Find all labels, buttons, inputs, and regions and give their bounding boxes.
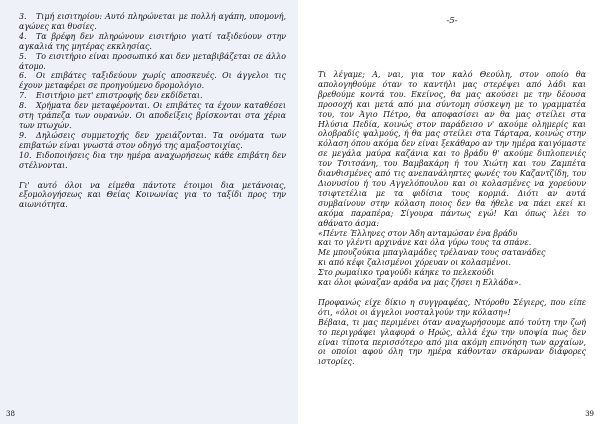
lyric-line: και το γλέντι αρχινάνε και όλα γύρω τους τα σπάνε. bbox=[318, 238, 532, 248]
item-number: 7. bbox=[19, 91, 27, 101]
item-number: 10. bbox=[19, 150, 32, 160]
lyric-line: Με μπουζούκια μπαγλαμάδες τρέλαναν τους σατανάδες bbox=[318, 248, 546, 258]
item-number: 8. bbox=[19, 101, 27, 111]
lyric-line: Στο ρωμαίικο τραγούδι κάηκε το πελεκούδι bbox=[318, 268, 495, 278]
item-text: Οι επιβάτες ταξιδεύουν χωρίς αποσκευές. Οι άγγελοι τις έχουν μεταφέρει σε προηγούμενο δρομολόγιο. bbox=[19, 71, 286, 91]
lyric-line: και όλοι φώναζαν αράδα να μας ζήσει η Ελλάδα». bbox=[318, 278, 522, 288]
list-item bbox=[19, 151, 286, 171]
lyric-line: «Πέντε Έλληνες στον Άδη ανταμώσαν ένα βράδυ bbox=[318, 228, 518, 238]
item-number: 5. bbox=[19, 51, 27, 61]
right-page bbox=[302, 0, 600, 424]
item-text: Χρήματα δεν μεταφέρονται. Οι επιβάτες τα έχουν καταθέσει στη τράπεζα των ουρανών. Οι αποδείξεις βρίσκονται στα χέρια των πτωχών. bbox=[19, 101, 286, 130]
right-page-body bbox=[318, 70, 586, 367]
ticket-rules-list bbox=[19, 12, 286, 210]
paragraph: Προφανώς είχε δίκιο η συγγραφέας, Ντόροθυ Σέγιερς, που είπε ότι, «όλοι οι άγγελοι νοσταλγούν την κόλαση»! bbox=[318, 297, 586, 317]
paragraph: Τι λέγαμε; Α, ναι, για τον καλό Θεούλη, στον οποίο θα απολογηθούμε όταν το καντήλι μας στερέψει από λάδι και βρεθούμε κοντά του. Εκείνος, θα μας ακούσει με την δέουσα προσοχή και μετά από μια σύντομη σύσκεψη με το γραμματέα του, τον Άγιο Πέτρο, θα αποφασίσει αν θα μας στείλει στα Ηλύσια Πεδία, κοινώς στον παράδεισο ν' ακούμε ολημερίς και ολοβραδίς ψαλμούς, ή θα μας στείλει στα Τάρταρα, κοινώς στην κόλαση όπου ακόμα δεν είναι ξεκάθαρο αν την ημέρα καιγόμαστε σε μεγάλα μαύρα καζάνια και το βράδυ θ' ακούμε διπλοπενιές τον Τσιτσάνη, του Βαμβακάρη ή του Χιώτη και του Ζαμπέτα διανθισμένες από τις ανεπανάληπτες φωνές του Καζαντζίδη, του Διονυσίου ή του Αγγελόπουλου και οι κολασμένες να χορεύουν τσιφτετέλια με τα φιδίσια τους κορμιά. Διότι αν αυτά συμβαίνουν στην κόλαση ποιος δεν θα ήθελε να πάει εκεί κι ακόμα παραπέρα; Σίγουρα πάντως εγώ! Και όπως λέει το αθάνατο άσμα: bbox=[318, 70, 586, 228]
list-item bbox=[19, 52, 286, 72]
page-number-right: 39 bbox=[585, 410, 594, 418]
list-item bbox=[19, 32, 286, 52]
item-text: Δηλώσεις συμμετοχής δεν χρειάζονται. Τα ονόματα των επιβατών είναι γνωστά στον οδηγό της αμαξοστοιχίας. bbox=[19, 130, 286, 150]
list-item bbox=[19, 12, 286, 32]
item-text: Ειδοποιήσεις δια την ημέρα αναχωρήσεως κάθε επιβάτη δεν στέλνονται. bbox=[19, 150, 286, 170]
item-text: Εισιτήριο μετ' επιστροφής δεν εκδίδεται. bbox=[36, 91, 203, 101]
page-number-left: 38 bbox=[6, 410, 15, 418]
item-text: Τα βρέφη δεν πληρώνουν εισιτήριο γιατί ταξιδεύουν στην αγκαλιά της μητέρας εκκλησίας. bbox=[19, 31, 286, 51]
song-lyrics bbox=[318, 229, 586, 288]
left-page bbox=[0, 0, 298, 424]
list-item bbox=[19, 131, 286, 151]
item-number: 9. bbox=[19, 130, 27, 140]
item-number: 6. bbox=[19, 71, 27, 81]
item-number: 3. bbox=[19, 12, 27, 21]
lyric-line: κι από κέφι ζαλισμένοι χόρευαν οι κολασμένοι. bbox=[318, 258, 512, 268]
list-item bbox=[19, 71, 286, 91]
list-item bbox=[19, 101, 286, 131]
paragraph: Βέβαια, τι μας περιμένει όταν αναχωρήσουμε από τούτη την ζωή το περιγράφει γλαφυρά ο Ηρώς, αλλά έχω την υποψία πως δεν είναι τίποτα περισσότερο από μια ακόμη επινόηση των αρχαίων, οι οποίοι αφού όλη την ημέρα κάθονταν σκάρωναν διάφορες ιστορίες. bbox=[318, 317, 586, 367]
closing-paragraph: Γι' αυτό όλοι να είμεθα πάντοτε έτοιμοι δια μετάνοιας, εξομολογήσεως και Θείας Κοινωνίας για το ταξίδι προς την αιωνιότητα. bbox=[19, 180, 286, 210]
item-number: 4. bbox=[19, 31, 27, 41]
list-item bbox=[19, 91, 286, 101]
item-text: Το εισιτήριο είναι προσωπικό και δεν μεταβιβάζεται σε άλλο άτομο. bbox=[19, 51, 286, 71]
section-number: -5- bbox=[446, 16, 458, 26]
item-text: Τιμή εισιτηρίου: Αυτό πληρώνεται με πολλή αγάπη, υπομονή, αγώνες και θυσίες. bbox=[19, 12, 286, 31]
